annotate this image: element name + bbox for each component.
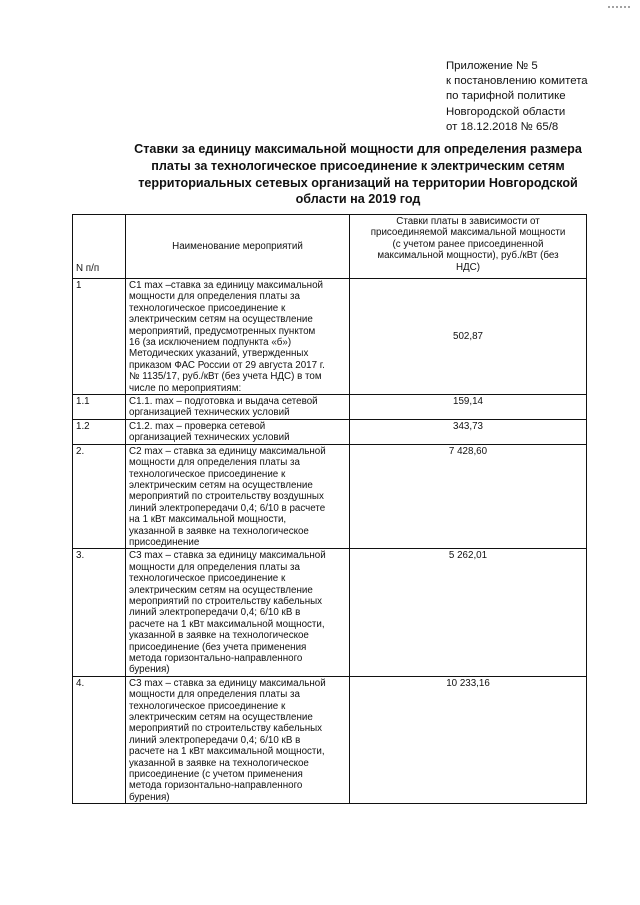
row-name-line: метода горизонтально-направленного [129, 780, 303, 792]
row-name-line: бурения) [129, 664, 170, 676]
annex-line: Приложение № 5 [446, 60, 538, 72]
row-name-line: приказом ФАС России от 29 августа 2017 г. [129, 359, 325, 371]
header-rate-line: максимальной мощности), руб./кВт (без [377, 250, 559, 262]
row-name-line: указанной в заявке на технологическое [129, 525, 309, 537]
row-name-line: организацией технических условий [129, 407, 290, 419]
row-name [126, 549, 350, 676]
row-name-line: С1.2. max – проверка сетевой [129, 420, 266, 432]
row-name-line: расчете на 1 кВт максимальной мощности, [129, 618, 325, 630]
title-line: области на 2019 год [295, 192, 421, 207]
row-name-line: организацией технических условий [129, 432, 290, 444]
row-name-line: мероприятий по строительству воздушных [129, 491, 324, 503]
row-name-line: мощности для определения платы за [129, 561, 300, 573]
table-row [73, 279, 587, 395]
document-title [110, 141, 606, 208]
row-name [126, 279, 350, 395]
annex-line: к постановлению комитета [446, 75, 588, 88]
row-num: 1.1 [73, 395, 126, 420]
header-rate-line: Ставки платы в зависимости от [396, 216, 540, 227]
row-name [126, 395, 350, 420]
row-name-line: линий электропередачи 0,4; 6/10 кВ в [129, 607, 301, 619]
title-line: территориальных сетевых организаций на территории Новгородской [138, 175, 578, 190]
annex-header [446, 59, 626, 135]
annex-line: по тарифной политике [446, 90, 566, 103]
row-name-line: С3 max – ставка за единицу максимальной [129, 550, 326, 562]
row-name-line: электрическим сетям на осуществление [129, 479, 313, 491]
table-row [73, 395, 587, 420]
row-name-line: присоединение (без учета применения [129, 641, 307, 653]
row-name-line: С1 max –ставка за единицу максимальной [129, 280, 324, 291]
row-rate: 5 262,01 [350, 549, 587, 676]
header-rate [350, 215, 587, 279]
row-name-line: технологическое присоединение к [129, 468, 286, 480]
row-rate: 159,14 [350, 395, 587, 420]
row-name-line: мероприятий по строительству кабельных [129, 595, 323, 607]
row-name-line: на 1 кВт максимальной мощности, [129, 514, 287, 526]
row-name-line: мероприятий по строительству кабельных [129, 723, 323, 735]
row-name [126, 444, 350, 549]
row-num: 4. [73, 676, 126, 803]
title-line: Ставки за единицу максимальной мощности для определения размера [134, 142, 582, 156]
row-name-line: технологическое присоединение к [129, 302, 286, 314]
row-num: 1 [73, 279, 126, 395]
table-row [73, 676, 587, 803]
row-name-line: С2 max – ставка за единицу максимальной [129, 445, 326, 457]
row-name-line: мощности для определения платы за [129, 457, 300, 469]
scan-artifact-mark [608, 6, 630, 14]
header-rate-line: присоединяемой максимальной мощности [370, 227, 566, 239]
row-num: 1.2 [73, 419, 126, 444]
row-name-line: бурения) [129, 791, 170, 803]
row-name-line: линий электропередачи 0,4; 6/10 в расчете [129, 502, 326, 514]
row-name-line: электрическим сетям на осуществление [129, 712, 313, 724]
row-name-line: № 1135/17, руб./кВт (без учета НДС) в том [129, 371, 322, 383]
row-name-line: указанной в заявке на технологическое [129, 630, 309, 642]
row-name-line: электрическим сетям на осуществление [129, 314, 313, 326]
row-name-line: электрическим сетям на осуществление [129, 584, 313, 596]
annex-line: Новгородской области [446, 105, 566, 118]
row-name-line: указанной в заявке на технологическое [129, 757, 309, 769]
header-rate-line: НДС) [455, 261, 481, 273]
header-rate-line: (с учетом ранее присоединенной [392, 238, 544, 250]
row-num: 2. [73, 444, 126, 549]
row-name-line: расчете на 1 кВт максимальной мощности, [129, 746, 325, 758]
row-name [126, 676, 350, 803]
row-name [126, 419, 350, 444]
row-name-line: 16 (за исключением подпункта «б») [129, 337, 292, 349]
row-rate: 502,87 [350, 279, 587, 395]
table-row [73, 444, 587, 549]
row-name-line: мероприятий, предусмотренных пунктом [129, 325, 316, 337]
row-name-line: С3 max – ставка за единицу максимальной [129, 677, 326, 689]
row-name-line: присоединение (с учетом применения [129, 769, 303, 781]
table-row [73, 549, 587, 676]
row-rate: 7 428,60 [350, 444, 587, 549]
title-line: платы за технологическое присоединение к электрическим сетям [151, 158, 565, 173]
table-header-row [73, 215, 587, 279]
annex-line: от 18.12.2018 № 65/8 [446, 120, 559, 133]
row-name-line: Методических указаний, утвержденных [129, 348, 309, 360]
row-name-line: С1.1. max – подготовка и выдача сетевой [129, 396, 318, 408]
row-name-line: технологическое присоединение к [129, 700, 286, 712]
header-name: Наименование мероприятий [126, 215, 350, 279]
row-name-line: числе по мероприятиям: [129, 382, 242, 394]
row-name-line: линий электропередачи 0,4; 6/10 кВ в [129, 734, 301, 746]
row-name-line: присоединение [129, 536, 200, 548]
table-row [73, 419, 587, 444]
row-name-line: технологическое присоединение к [129, 573, 286, 585]
row-name-line: мощности для определения платы за [129, 291, 300, 303]
header-num: N п/п [73, 215, 126, 279]
row-rate: 343,73 [350, 419, 587, 444]
row-rate: 10 233,16 [350, 676, 587, 803]
row-num: 3. [73, 549, 126, 676]
row-name-line: мощности для определения платы за [129, 689, 300, 701]
row-name-line: метода горизонтально-направленного [129, 653, 303, 664]
rates-table [72, 214, 587, 804]
